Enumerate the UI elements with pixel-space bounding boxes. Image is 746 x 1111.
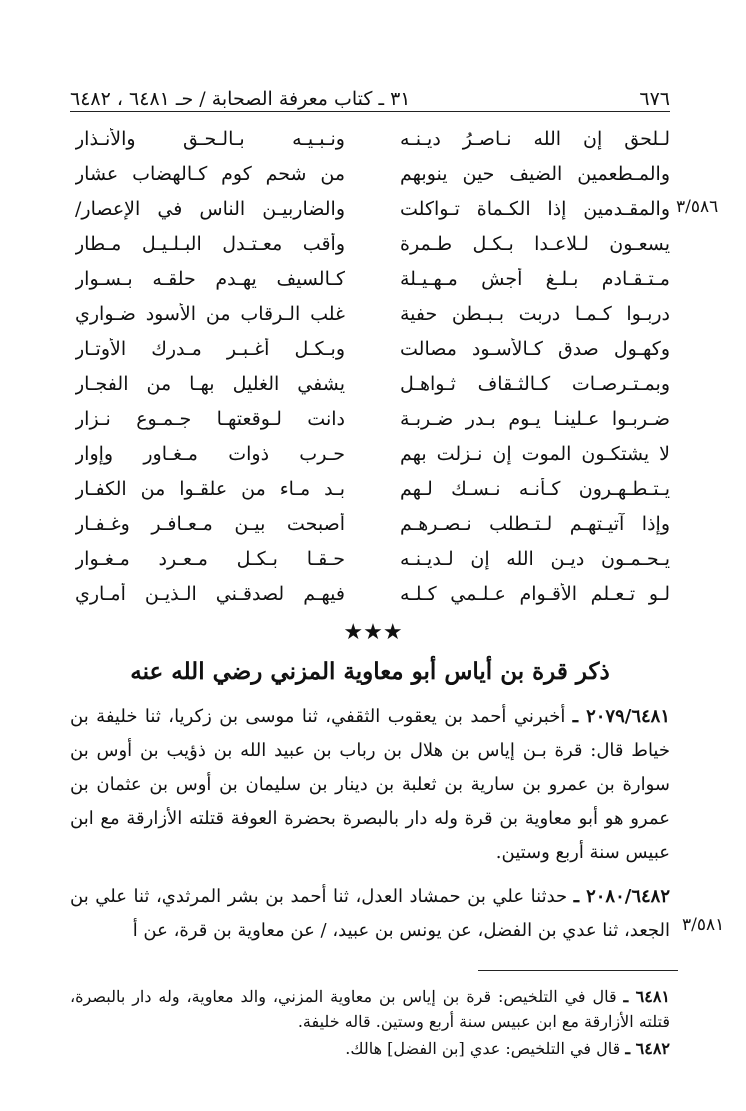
poem-first-hemistich: وبمـتـرصـات كـالثـقاف ثـواهـل <box>400 373 670 395</box>
poem-line <box>75 338 670 374</box>
poem-second-hemistich: حـرب ذوات مـغـاور وإوار <box>75 443 345 465</box>
poem-line <box>75 268 670 304</box>
poem-first-hemistich: لـو تـعـلم الأقـوام عـلـمي كـلـه <box>400 583 670 605</box>
footnote-number: ٦٤٨٢ ـ <box>625 1039 670 1058</box>
poem-line <box>75 233 670 269</box>
section-title: ذكر قرة بن أياس أبو معاوية المزني رضي الله عنه <box>130 658 610 685</box>
section-separator: ★★★ <box>343 620 403 645</box>
poem-line <box>75 443 670 479</box>
poem-line <box>75 128 670 164</box>
poem-first-hemistich: لـلحق إن الله نـاصـرُ ديـنـه <box>400 128 670 150</box>
hadith-number: ٢٠٧٩/٦٤٨١ ـ <box>572 706 670 727</box>
hadith-paragraph <box>70 880 670 948</box>
poem-second-hemistich: بـد مـاء من علقـوا من الكفـار <box>75 478 345 500</box>
poem-line <box>75 513 670 549</box>
poem-second-hemistich: كـالسيف يهـدم حلقـه بـسـوار <box>75 268 345 290</box>
page-number: ٦٧٦ <box>639 88 670 110</box>
poem-first-hemistich: يـحـمـون ديـن الله إن لـديـنـه <box>400 548 670 570</box>
poem-second-hemistich: غلب الـرقاب من الأسود ضـواري <box>75 303 345 325</box>
poem-first-hemistich: وكهـول صدق كـالأسـود مصالت <box>400 338 670 360</box>
footnote-rule <box>478 970 678 971</box>
poem-first-hemistich: يـتـطـهـرون كـأنـه نـسـك لـهم <box>400 478 670 500</box>
footnote-number: ٦٤٨١ ـ <box>623 987 670 1006</box>
hadith-text: حدثنا علي بن حمشاد العدل، ثنا أحمد بن بشر المرثدي، ثنا علي بن الجعد، ثنا عدي بن الفضل، عن يونس بن عبيد، / عن معاوية بن قرة، عن أ <box>70 886 670 941</box>
poem-line <box>75 373 670 409</box>
poem <box>75 128 670 618</box>
poem-second-hemistich: فيهـم لصدقـني الـذيـن أمـاري <box>75 583 345 605</box>
poem-second-hemistich: أصبحت بيـن مـعـافـر وغـفـار <box>75 513 345 535</box>
poem-first-hemistich: مـتـقـادم بـلـغ أجش مـهـيـلة <box>400 268 670 290</box>
footnote <box>70 1036 670 1061</box>
footnote-text: قال في التلخيص: قرة بن إياس بن معاوية المزني، والد معاوية، وله دار بالبصرة، قتلته الأزارقة مع ابن عبيس سنة أربع وستين. قاله خليفة. <box>70 987 670 1031</box>
hadith-number: ٢٠٨٠/٦٤٨٢ ـ <box>573 886 671 907</box>
margin-reference: ٣/٥٨١ <box>682 915 725 935</box>
poem-first-hemistich: وإذا آتيـتهـم لـتـطلب نـصـرهـم <box>400 513 670 535</box>
hadith-text: أخبرني أحمد بن يعقوب الثقفي، ثنا موسى بن زكريا، ثنا خليفة بن خياط قال: قرة بـن إياس بن هلال بن رباب بن عبيد الله بن ذؤيب بن أوس بن سوارة بن عمرو بن سارية بن ثعلبة بن دينار بن سليمان بن أوس بن عثمان بن عمرو هو أبو معاوية بن قرة وله دار بالبصرة بحضرة العوفة قتلته الأزارقة مع ابن عبيس سنة أربع وستين. <box>70 706 670 863</box>
poem-line <box>75 198 670 234</box>
poem-second-hemistich: يشفي الغليل بهـا من الفجـار <box>75 373 345 395</box>
margin-reference: ٣/٥٨٦ <box>676 197 719 217</box>
footnote-text: قال في التلخيص: عدي [بن الفضل] هالك. <box>345 1039 626 1058</box>
poem-line <box>75 163 670 199</box>
poem-first-hemistich: والمقـدمين إذا الكـماة تـواكلت <box>400 198 670 220</box>
poem-first-hemistich: والمـطعمين الضيف حين ينوبهم <box>400 163 670 185</box>
poem-line <box>75 548 670 584</box>
poem-second-hemistich: من شحم كوم كـالهضاب عشار <box>75 163 345 185</box>
poem-line <box>75 478 670 514</box>
poem-first-hemistich: دربـوا كـمـا دربت بـبـطن حفية <box>400 303 670 325</box>
poem-second-hemistich: دانت لـوقعتهـا جـمـوع نـزار <box>75 408 345 430</box>
poem-line <box>75 408 670 444</box>
poem-line <box>75 303 670 339</box>
poem-second-hemistich: وبـكـل أغـبـر مـدرك الأوتـار <box>75 338 345 360</box>
poem-second-hemistich: والضاربيـن الناس في الإعصار/ <box>75 198 345 220</box>
poem-first-hemistich: ضـربـوا عـلينـا يـوم بـدر ضـربـة <box>400 408 670 430</box>
hadith-paragraph <box>70 700 670 870</box>
poem-second-hemistich: حـقـا بـكـل مـعـرد مـغـوار <box>75 548 345 570</box>
poem-first-hemistich: لا يشتكـون الموت إن نـزلت بهم <box>400 443 670 465</box>
poem-second-hemistich: وأقب معـتـدل البـلـيـل مـطار <box>75 233 345 255</box>
running-title: ٣١ ـ كتاب معرفة الصحابة / حـ ٦٤٨١ ، ٦٤٨٢ <box>70 88 411 110</box>
footnote <box>70 984 670 1034</box>
poem-second-hemistich: ونـبـيـه بـالـحـق والأنـذار <box>75 128 345 150</box>
page-header <box>70 88 670 114</box>
header-rule <box>70 111 670 112</box>
poem-first-hemistich: يسعـون لـلاعـدا بـكـل طـمرة <box>400 233 670 255</box>
poem-line <box>75 583 670 619</box>
